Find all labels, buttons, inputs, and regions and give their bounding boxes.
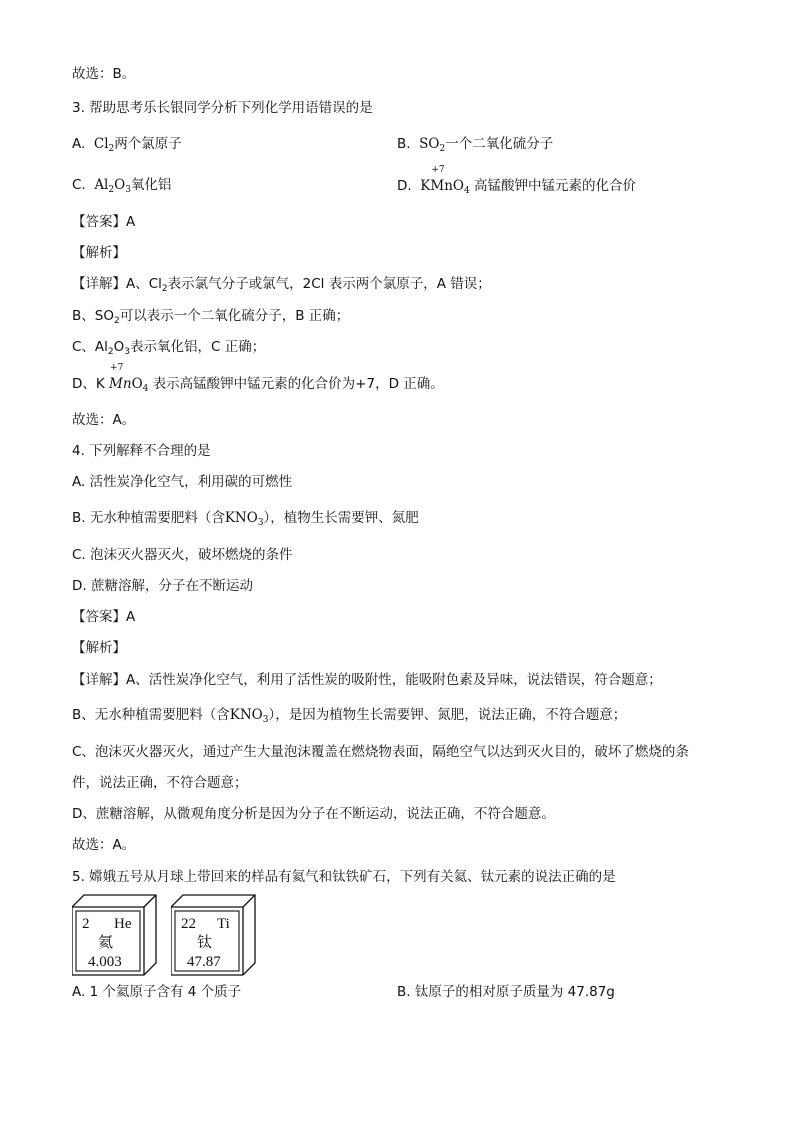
q4-detail-d: D、蔗糖溶解，从微观角度分析是因为分子在不断运动，说法正确，不符合题意。: [72, 806, 555, 822]
atomic-mass: 47.87: [187, 954, 221, 970]
q3-answer: 【答案】A: [72, 214, 136, 230]
q5-option-a: A. 1 个氦原子含有 4 个质子: [72, 984, 242, 1000]
q4-conclusion: 故选：A。: [72, 837, 136, 853]
q5-option-b: B. 钛原子的相对原子质量为 47.87g: [397, 984, 615, 1000]
q4-detail-c-line1: C、泡沫灭火器灭火，通过产生大量泡沫覆盖在燃烧物表面，隔绝空气以达到灭火目的，破坏了燃烧的条: [72, 744, 689, 760]
element-name: 钛: [197, 935, 213, 951]
q3-option-a: A. $Cl_2$两个氯原子: [72, 136, 182, 154]
q4-analysis-heading: 【解析】: [72, 640, 126, 656]
q3-detail-a: 【详解】A、$Cl_2$表示氯气分子或氯气，2Cl 表示两个氯原子，A 错误；: [72, 276, 491, 294]
q3-conclusion: 故选：A。: [72, 412, 136, 428]
q4-detail-a: 【详解】A、活性炭净化空气，利用了活性炭的吸附性，能吸附色素及异味，说法错误，符合题意；: [72, 672, 662, 688]
previous-conclusion: 故选：B。: [72, 66, 136, 82]
q4-option-a: A. 活性炭净化空气，利用碳的可燃性: [72, 474, 293, 490]
q4-answer: 【答案】A: [72, 609, 136, 625]
q3-option-b: B. $SO_2$一个二氧化硫分子: [397, 136, 554, 154]
element-symbol: He: [114, 916, 132, 932]
q5-stem: 5. 嫦娥五号从月球上带回来的样品有氦气和钛铁矿石，下列有关氦、钛元素的说法正确的是: [72, 869, 616, 885]
q4-stem: 4. 下列解释不合理的是: [72, 443, 211, 459]
element-cell-titanium: [171, 893, 257, 977]
q4-detail-b: B、无水种植需要肥料（含$KNO_3$），是因为植物生长需要钾、氮肥，说法正确，不符合题意；: [72, 707, 627, 725]
q3-detail-d: D、K +7 MnO$_4$ 表示高锰酸钾中锰元素的化合价为+7，D 正确。: [72, 363, 444, 394]
q4-detail-c-line2: 件，说法正确，不符合题意；: [72, 775, 248, 791]
q4-option-c: C. 泡沫灭火器灭火，破坏燃烧的条件: [72, 547, 293, 563]
atomic-number: 2: [82, 916, 90, 932]
q4-option-b: B. 无水种植需要肥料（含$KNO_3$），植物生长需要钾、氮肥: [72, 510, 419, 528]
element-cell-helium: [72, 893, 158, 977]
element-name: 氦: [98, 935, 114, 951]
q3-detail-c: C、$Al_2O_3$表示氧化铝，C 正确；: [72, 339, 266, 357]
q3-detail-b: B、$SO_2$可以表示一个二氧化硫分子，B 正确；: [72, 308, 350, 326]
q4-option-d: D. 蔗糖溶解，分子在不断运动: [72, 578, 253, 594]
atomic-mass: 4.003: [88, 954, 122, 970]
element-symbol: Ti: [217, 916, 230, 932]
q3-stem: 3. 帮助思考乐长银同学分析下列化学用语错误的是: [72, 100, 373, 116]
q3-option-c: C. $Al_2O_3$氧化铝: [72, 177, 172, 195]
q3-analysis-heading: 【解析】: [72, 245, 126, 261]
q3-option-d: D. K +7 MnO$_4$ 高锰酸钾中锰元素的化合价: [397, 165, 637, 196]
atomic-number: 22: [181, 916, 196, 932]
